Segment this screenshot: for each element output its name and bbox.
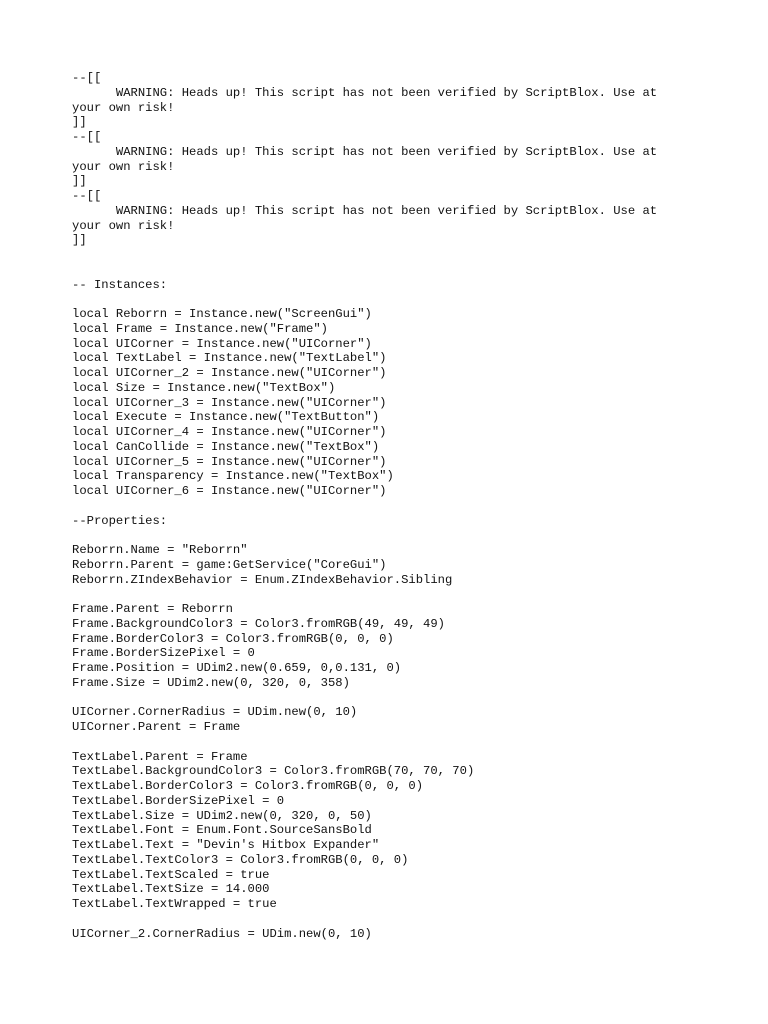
code-line: --[[ (72, 189, 102, 203)
code-line: TextLabel.TextWrapped = true (72, 897, 277, 911)
code-line: local TextLabel = Instance.new("TextLabel") (72, 351, 387, 366)
code-line: Frame.BackgroundColor3 = Color3.fromRGB(49, 49, 49) (72, 616, 445, 631)
code-line: local Frame = Instance.new("Frame") (72, 321, 328, 336)
code-line (72, 263, 696, 278)
code-line: Frame.Size = UDim2.new(0, 320, 0, 358) (72, 675, 350, 690)
code-line: local UICorner = Instance.new("UICorner") (72, 336, 372, 351)
code-line: TextLabel.TextColor3 = Color3.fromRGB(0, 0, 0) (72, 852, 409, 867)
code-line: UICorner_2.CornerRadius = UDim.new(0, 10) (72, 926, 372, 941)
code-line: local UICorner_6 = Instance.new("UICorner") (72, 484, 387, 498)
code-line: Reborrn.Name = "Reborrn" (72, 543, 248, 557)
code-line (72, 248, 696, 263)
code-line: local CanCollide = Instance.new("TextBox") (72, 439, 380, 454)
code-line: your own risk! (72, 218, 175, 233)
code-line: TextLabel.TextScaled = true (72, 867, 270, 882)
code-line: Frame.Parent = Reborrn (72, 602, 233, 616)
code-line (72, 912, 696, 927)
code-line: local Transparency = Instance.new("TextBox") (72, 469, 394, 484)
code-line (72, 691, 696, 706)
code-line: local UICorner_5 = Instance.new("UICorner") (72, 454, 387, 469)
code-line (72, 528, 696, 543)
code-line (72, 292, 696, 307)
code-line: ]] (72, 174, 87, 189)
code-line: Reborrn.Parent = game:GetService("CoreGui") (72, 557, 387, 572)
code-line: TextLabel.Font = Enum.Font.SourceSansBold (72, 823, 372, 838)
code-line: WARNING: Heads up! This script has not been verified by ScriptBlox. Use at (72, 144, 658, 159)
code-line: local UICorner_4 = Instance.new("UICorner") (72, 425, 387, 439)
code-line: ]] (72, 115, 87, 130)
code-line: your own risk! (72, 100, 175, 115)
code-line: local UICorner_3 = Instance.new("UICorner") (72, 395, 387, 410)
code-line: local UICorner_2 = Instance.new("UICorner") (72, 366, 387, 380)
code-line (72, 587, 696, 602)
code-line: TextLabel.Size = UDim2.new(0, 320, 0, 50) (72, 808, 372, 823)
code-line: TextLabel.BackgroundColor3 = Color3.fromRGB(70, 70, 70) (72, 764, 475, 779)
code-line (72, 499, 696, 514)
code-line: TextLabel.TextSize = 14.000 (72, 882, 270, 897)
code-line: UICorner.CornerRadius = UDim.new(0, 10) (72, 705, 358, 720)
code-line: local Execute = Instance.new("TextButton") (72, 410, 380, 425)
code-line: --[[ (72, 71, 102, 85)
code-line: TextLabel.Parent = Frame (72, 749, 248, 764)
code-line (72, 735, 696, 750)
code-line: UICorner.Parent = Frame (72, 720, 241, 734)
code-line: ]] (72, 233, 87, 248)
code-line: Frame.Position = UDim2.new(0.659, 0,0.131, 0) (72, 661, 402, 675)
code-line: Frame.BorderColor3 = Color3.fromRGB(0, 0, 0) (72, 631, 394, 646)
code-line: -- Instances: (72, 277, 168, 292)
code-line: Frame.BorderSizePixel = 0 (72, 646, 255, 661)
code-line: local Size = Instance.new("TextBox") (72, 380, 336, 395)
code-line: your own risk! (72, 159, 175, 174)
code-line: --[[ (72, 130, 102, 144)
code-line: WARNING: Heads up! This script has not been verified by ScriptBlox. Use at (72, 85, 658, 100)
code-line: WARNING: Heads up! This script has not been verified by ScriptBlox. Use at (72, 203, 658, 218)
code-line: Reborrn.ZIndexBehavior = Enum.ZIndexBehavior.Sibling (72, 572, 453, 587)
code-line: TextLabel.BorderColor3 = Color3.fromRGB(0, 0, 0) (72, 779, 424, 793)
script-text (72, 71, 696, 941)
code-line: --Properties: (72, 513, 168, 528)
code-line: TextLabel.BorderSizePixel = 0 (72, 793, 285, 808)
code-line: TextLabel.Text = "Devin's Hitbox Expander" (72, 838, 380, 852)
code-line: local Reborrn = Instance.new("ScreenGui") (72, 307, 372, 321)
